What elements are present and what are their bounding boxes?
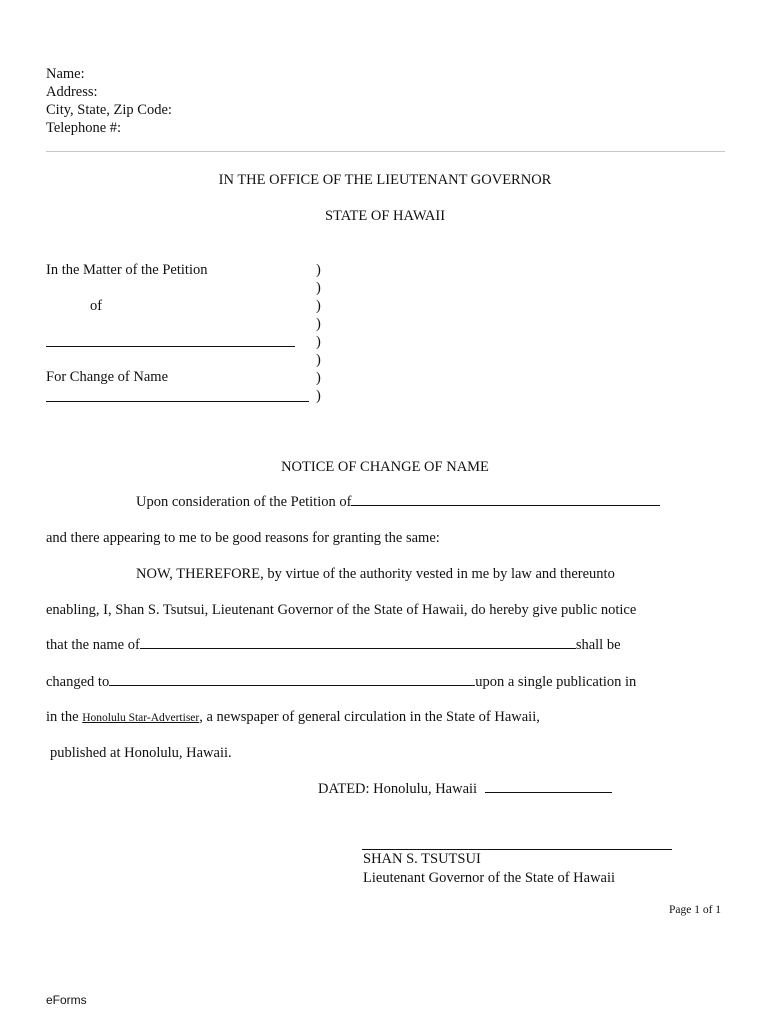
signature-line[interactable] <box>362 849 672 850</box>
notice-line-3: NOW, THEREFORE, by virtue of the authority vested in me by law and thereunto <box>136 566 615 582</box>
header-divider <box>46 151 725 152</box>
caption-paren: ) <box>316 280 321 296</box>
notice-line-2: and there appearing to me to be good reasons for granting the same: <box>46 530 440 546</box>
telephone-label: Telephone #: <box>46 120 122 136</box>
city-state-zip-label: City, State, Zip Code: <box>46 102 172 118</box>
notice-line-5 <box>46 637 621 654</box>
notice-heading: NOTICE OF CHANGE OF NAME <box>281 459 489 475</box>
caption-change: For Change of Name <box>46 369 169 385</box>
notice-line-4: enabling, I, Shan S. Tsutsui, Lieutenant Governor of the State of Hawaii, do hereby give public notice <box>46 602 637 618</box>
name-of-text: that the name of <box>46 637 140 653</box>
caption-of: of <box>90 298 103 314</box>
current-name-field[interactable] <box>140 647 576 649</box>
signer-title: Lieutenant Governor of the State of Hawaii <box>363 870 616 886</box>
in-the-text: in the <box>46 709 79 725</box>
notice-line-8: published at Honolulu, Hawaii. <box>50 745 232 761</box>
caption-paren: ) <box>316 316 321 332</box>
publication-text: upon a single publication in <box>475 674 637 690</box>
notice-line-6 <box>46 674 636 691</box>
caption-paren: ) <box>316 298 321 314</box>
caption-paren: ) <box>316 262 321 278</box>
petitioner-field[interactable] <box>351 504 660 506</box>
dated-line <box>318 781 612 798</box>
petition-of-text: Upon consideration of the Petition of <box>136 494 352 510</box>
shall-be-text: shall be <box>575 637 621 653</box>
circulation-text: , a newspaper of general circulation in the State of Hawaii, <box>199 709 540 725</box>
caption-paren: ) <box>316 352 321 368</box>
notice-line-1 <box>136 494 660 511</box>
newspaper-name: Honolulu Star-Advertiser <box>82 712 200 724</box>
dated-text: DATED: Honolulu, Hawaii <box>318 781 478 797</box>
petitioner-name-line[interactable] <box>46 346 295 347</box>
caption-paren: ) <box>316 388 321 404</box>
office-title: IN THE OFFICE OF THE LIEUTENANT GOVERNOR <box>218 172 552 188</box>
date-field[interactable] <box>485 791 612 793</box>
new-name-line[interactable] <box>46 401 309 402</box>
address-label: Address: <box>46 84 98 100</box>
notice-line-7 <box>46 709 540 726</box>
signer-name: SHAN S. TSUTSUI <box>363 851 481 867</box>
caption-matter: In the Matter of the Petition <box>46 262 208 278</box>
state-title: STATE OF HAWAII <box>324 208 446 224</box>
caption-paren: ) <box>316 334 321 350</box>
caption-paren: ) <box>316 370 321 386</box>
eforms-brand: eForms <box>46 993 87 1007</box>
name-label: Name: <box>46 66 85 82</box>
changed-to-text: changed to <box>46 674 110 690</box>
new-name-field[interactable] <box>109 684 475 686</box>
page-number: Page 1 of 1 <box>669 904 722 916</box>
